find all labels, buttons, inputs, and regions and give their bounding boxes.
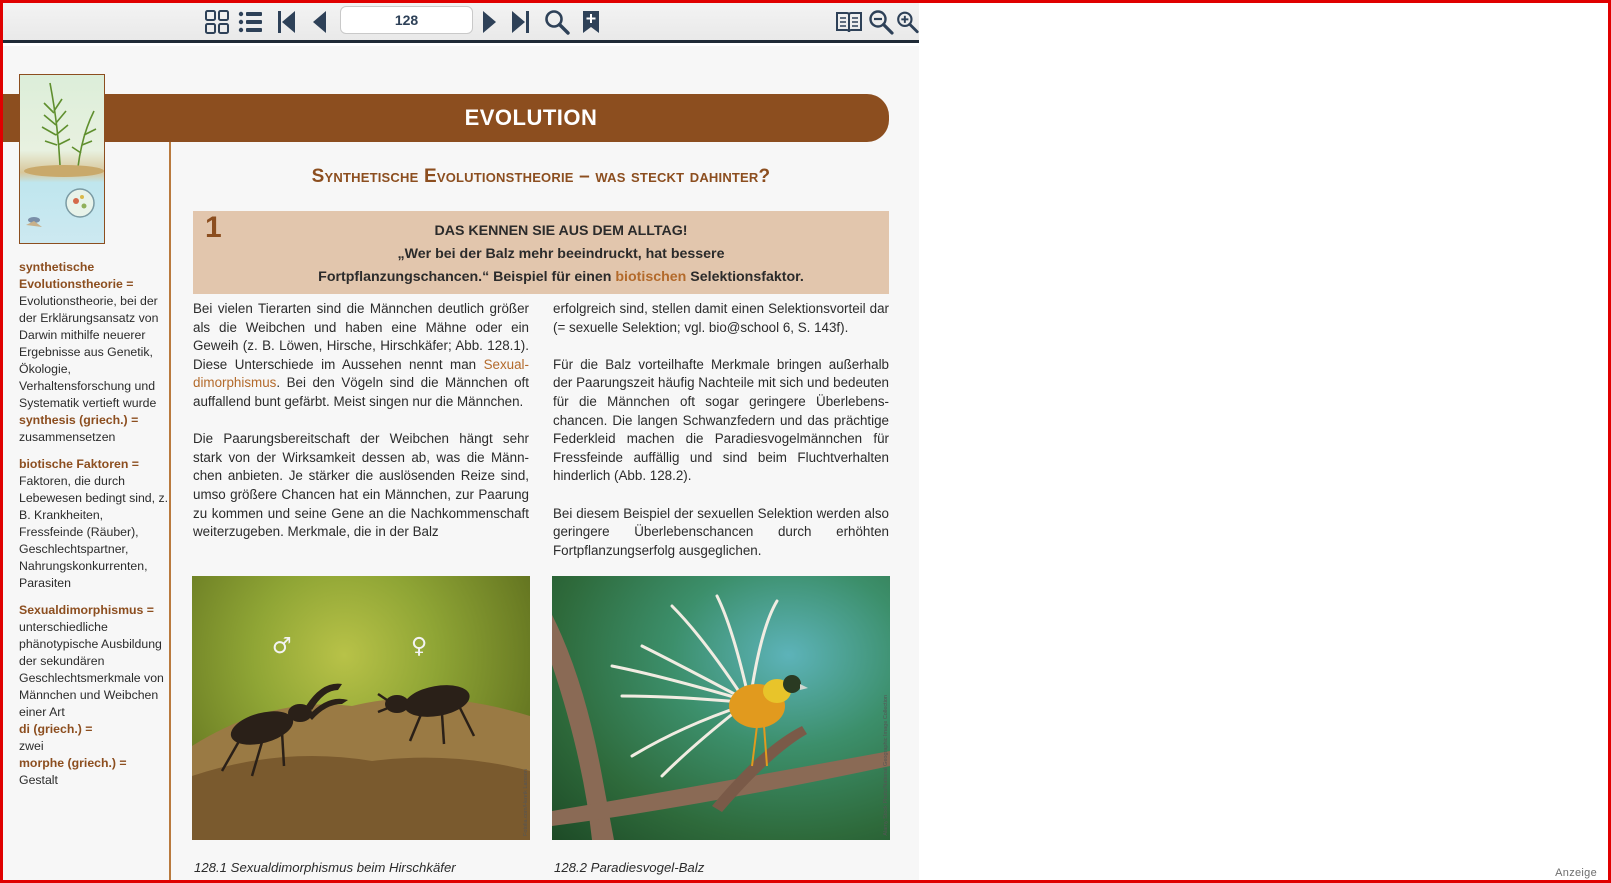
next-page-icon[interactable] bbox=[475, 8, 503, 36]
glossary-link[interactable]: Sexualdimorphismus bbox=[193, 356, 529, 391]
glossary-term: synthesis (griech.) = bbox=[19, 413, 139, 427]
glossary-term: di (griech.) = bbox=[19, 722, 93, 736]
paragraph bbox=[193, 300, 529, 412]
glossary-definition: Evolutionstheorie, bei der der Erklärungsansatz von Darwin mithilfe neuerer Ergebnisse aus Genetik, Ökologie, Verhaltensforschung und Systematik vertieft wurde bbox=[19, 294, 159, 410]
glossary-group bbox=[19, 259, 169, 446]
previous-page-icon[interactable] bbox=[306, 8, 334, 36]
bird-of-paradise-photo bbox=[552, 576, 890, 840]
box-quote-line: „Wer bei der Balz mehr beeindruckt, hat bessere bbox=[397, 246, 725, 262]
glossary-term: synthetische Evolutionstheorie = bbox=[19, 260, 134, 291]
paragraph-text: Bei vielen Tierarten sind die Männchen deutlich größer als die Weibchen und haben eine Mähne oder ein Geweih (z. B. Löwen, Hirsche, Hirschkäfer; Abb. 128.1). Diese Unterschiede im Aussehen nennt man bbox=[193, 301, 529, 372]
figure-caption: 128.1 Sexualdimorphismus beim Hirschkäfer bbox=[194, 860, 456, 875]
column-divider bbox=[169, 142, 171, 880]
photo-credit: Alamy Stock Photo/National Geographic Image Collection bbox=[883, 695, 889, 836]
chapter-banner bbox=[3, 94, 889, 142]
glossary-link[interactable]: biotischen bbox=[615, 269, 687, 285]
text-column-left bbox=[193, 300, 529, 560]
chapter-illustration bbox=[19, 74, 105, 244]
glossary-definition: zwei bbox=[19, 739, 44, 753]
glossary-sidebar bbox=[19, 259, 169, 799]
first-page-icon[interactable] bbox=[273, 8, 301, 36]
glossary-group bbox=[19, 602, 169, 789]
last-page-icon[interactable] bbox=[506, 8, 534, 36]
text-column-right bbox=[553, 300, 889, 579]
paragraph: Für die Balz vorteilhafte Merkmale bringen außerhalb der Paarungszeit häufig Nachteile mit sich und bedeuten für die Männchen oft sogar geringere Überlebenschancen. Die langen Schwanzfedern und das prächtige Federkleid machen die Paradiesvogelmännchen für Fressfeinde auffällig und sind beim Fluchtverhalten hinderlich (Abb. 128.2). bbox=[553, 356, 889, 484]
list-view-icon[interactable] bbox=[236, 8, 264, 36]
paragraph: erfolgreich sind, stellen damit einen Selektionsvorteil dar (= sexuelle Selektion; vgl. bio@school 6, S. 143f). bbox=[553, 301, 889, 335]
box-text: Fortpflanzungschancen.“ Beispiel für einen bbox=[318, 269, 616, 285]
glossary-group bbox=[19, 456, 169, 592]
zoom-in-icon[interactable] bbox=[896, 8, 919, 36]
male-symbol: ♂ bbox=[272, 634, 292, 659]
chapter-title: EVOLUTION bbox=[464, 105, 598, 130]
reading-mode-icon[interactable] bbox=[835, 8, 863, 36]
photo-credit: Fotolia.com/Henrik Larsson bbox=[523, 769, 529, 836]
box-text: Selektionsfaktor. bbox=[686, 269, 804, 285]
search-icon[interactable] bbox=[543, 8, 571, 36]
glossary-definition: zusammensetzen bbox=[19, 430, 116, 444]
glossary-definition: Faktoren, die durch Lebewesen bedingt sind, z. B. Krankheiten, Fressfeinde (Räuber), Geschlechtspartner, Nahrungskonkurrenten, Parasiten bbox=[19, 474, 169, 590]
zoom-out-icon[interactable] bbox=[867, 8, 895, 36]
paragraph: Bei diesem Beispiel der sexuellen Selektion werden also geringere Überlebenschancen durch erhöhten Fortpflanzungserfolg ausgeglichen. bbox=[553, 505, 889, 558]
glossary-term: morphe (griech.) = bbox=[19, 756, 127, 770]
box-number: 1 bbox=[205, 211, 222, 244]
section-title: Synthetische Evolutionstheorie – was steckt dahinter? bbox=[311, 166, 771, 187]
book-page bbox=[3, 46, 919, 880]
stag-beetle-photo bbox=[192, 576, 530, 840]
glossary-definition: Gestalt bbox=[19, 773, 58, 787]
paragraph-text: . Bei den Vögeln sind die Männchen oft auffallend bunt gefärbt. Meist singen nur die Männchen. bbox=[193, 375, 529, 409]
glossary-term: Sexualdimorphismus = bbox=[19, 603, 154, 617]
bookmark-add-icon[interactable] bbox=[577, 8, 605, 36]
box-heading: DAS KENNEN SIE AUS DEM ALLTAG! bbox=[434, 223, 688, 239]
box-quote-line bbox=[253, 269, 869, 285]
paragraph: Die Paarungsbereitschaft der Weibchen hängt sehr stark von der Wirksamkeit dessen ab, was die Männchen anbieten. Je stärker die auslösenden Reize sind, umso größere Chancen hat ein Männchen, zur Paarung zu kommen und seine Gene an die Nachkommenschaft weiterzugeben. Merkmale, die in der Balz bbox=[193, 431, 529, 540]
figure-caption: 128.2 Paradiesvogel-Balz bbox=[554, 860, 705, 875]
glossary-definition: unterschiedliche phänotypische Ausbildung der sekundären Geschlechtsmerkmale von Männchen und Weibchen einer Art bbox=[19, 620, 164, 719]
grid-view-icon[interactable] bbox=[203, 8, 231, 36]
glossary-term: biotische Faktoren = bbox=[19, 457, 139, 471]
intro-box bbox=[193, 211, 889, 294]
watermark: Anzeige bbox=[1555, 867, 1597, 879]
page-number-input[interactable] bbox=[340, 6, 473, 34]
female-symbol: ♀ bbox=[411, 634, 428, 659]
reader-toolbar bbox=[3, 3, 919, 43]
